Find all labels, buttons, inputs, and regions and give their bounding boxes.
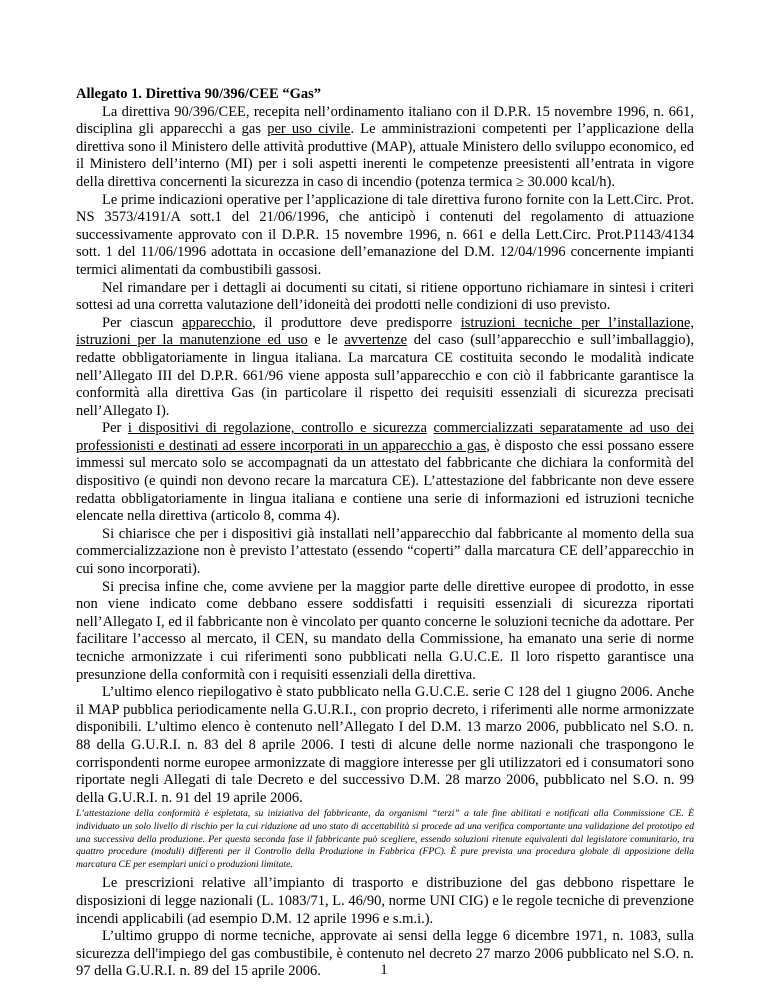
paragraph-9: Le prescrizioni relative all’impianto di trasporto e distribuzione del gas debbono rispettare le disposizioni di legge nazionali (L. 1083/71, L. 46/90, norme UNI CIG) e le regole tecniche di prevenzione incendi applicabili (ad esempio D.M. 12 aprile 1996 e s.m.i.). [76, 875, 694, 927]
paragraph-2: Le prime indicazioni operative per l’applicazione di tale direttiva furono fornite con la Lett.Circ. Prot. NS 3573/4191/A sott.1 del 21/06/1996, che anticipò i contenuti del regolamento di attuazione successivamente approvato con il D.P.R. 15 novembre 1996, n. 661 e della Lett.Circ. Prot.P1143/4134 sott. 1 del 11/06/1996 adottata in occasione dell’emanazione del D.M. 12/04/1996 concernente impianti termici alimentati da combustibili gassosi. [76, 191, 694, 278]
footnote-italic: L’attestazione della conformità è espletata, su iniziativa del fabbricante, da organismi “terzi” a tale fine abilitati e notificati alla Commissione CE. È individuato un solo livello di rischio per la cui riduzione ad uno stato di accettabilità si procede ad una verifica comportante una validazione del prototipo ed una successiva della produzione. Per questa seconda fase il fabbricante può scegliere, essendo soluzioni ritenute equivalenti dal legislatore comunitario, tra quattro procedure (moduli) differenti per il Controllo della Produzione in Fabbrica (FPC). È pure prevista una procedura globale di apposizione della marcatura CE per esemplari unici o produzioni limitate. [76, 808, 694, 870]
paragraph-10: L’ultimo gruppo di norme tecniche, approvate ai sensi della legge 6 dicembre 1971, n. 1083, sulla sicurezza dell'impiego del gas combustibile, è contenuto nel decreto 27 marzo 2006 pubblicato nel S.O. n. 97 della G.U.R.I. n. 89 del 15 aprile 2006. [76, 928, 694, 980]
paragraph-8: L’ultimo elenco riepilogativo è stato pubblicato nella G.U.C.E. serie C 128 del 1 giugno 2006. Anche il MAP pubblica periodicamente nella G.U.R.I., con proprio decreto, i riferimenti alle norme armonizzate disponibili. L’ultimo elenco è contenuto nell’Allegato I del D.M. 13 marzo 2006, pubblicato nel S.O. n. 88 della G.U.R.I. n. 83 del 8 aprile 2006. I testi di alcune delle norme nazionali che traspongono le corrispondenti norme europee armonizzate di maggiore interesse per gli utilizzatori ed i consumatori sono riportate negli Allegati di tale Decreto e del successivo D.M. 28 marzo 2006, pubblicato nel S.O. n. 99 della G.U.R.I. n. 91 del 19 aprile 2006. [76, 684, 694, 806]
text-run: e le [307, 332, 345, 349]
text-run: del caso (sull’apparecchio e sull’imballaggio), redatte obbligatoriamente in lingua italiana. La marcatura CE costituita secondo le modalità indicate nell’Allegato III del D.P.R. 661/96 viene apposta sull’apparecchio e con ciò il fabbricante garantisce la conformità alla direttiva Gas (in particolare il rispetto dei requisiti essenziali di sicurezza precisati nell’Allegato I). [76, 332, 694, 419]
document-page [76, 86, 694, 981]
underlined-text: istruzioni tecniche per l’installazione, istruzioni per la manutenzione ed uso [76, 314, 695, 349]
text-run: Per ciascun [102, 314, 183, 331]
underlined-text: commercializzati separatamente ad uso dei professionisti e destinati ad essere incorporati in un apparecchio a gas [76, 420, 694, 454]
section-title: Allegato 1. Direttiva 90/396/CEE “Gas” [76, 86, 322, 102]
text-run: Per [102, 420, 128, 437]
paragraph-5 [76, 420, 694, 526]
text-run: , è disposto che essi possano essere immessi sul mercato solo se accompagnati da un attestato del fabbricante che dichiara la conformità del dispositivo (e quindi non devono recare la marcatura CE). L’attestazione del fabbricante non deve essere redatta obbligatoriamente in lingua italiana e contiene una serie di informazioni ed istruzioni tecniche elencate nella direttiva (articolo 8, comma 4). [76, 437, 694, 525]
underlined-text: apparecchio [182, 314, 253, 331]
underlined-text: i dispositivi di regolazione, controllo e sicurezza [127, 420, 427, 437]
underlined-text: avvertenze [344, 332, 408, 349]
paragraph-7: Si precisa infine che, come avviene per la maggior parte delle direttive europee di prodotto, in esse non viene indicato come debbano essere soddisfatti i requisiti essenziali di sicurezza riportati nell’Allegato I, ed il fabbricante non è vincolato per quanto concerne le soluzioni tecniche da adottare. Per facilitare l’accesso al mercato, il CEN, su mandato della Commissione, ha emanato una serie di norme tecniche armonizzate i cui riferimenti sono pubblicati nella G.U.C.E. Il loro rispetto garantisce una presunzione della conformità con i requisiti essenziali della direttiva. [76, 578, 694, 683]
text-run: . Le amministrazioni competenti per l’applicazione della direttiva sono il Ministero delle attività produttive (MAP), attuale Ministero dello sviluppo economico, ed il Ministero dell’interno (MI) per i soli aspetti inerenti le competenze preesistenti all’entrata in vigore della direttiva concernenti la sicurezza in caso di incendio (potenza termica ≥ 30.000 kcal/h). [76, 121, 694, 190]
paragraph-3: Nel rimandare per i dettagli ai documenti su citati, si ritiene opportuno richiamare in sintesi i criteri sottesi ad una corretta valutazione dell’idoneità dei prodotti nelle condizioni di uso previsto. [76, 279, 694, 314]
text-run: La direttiva 90/396/CEE, recepita nell’ordinamento italiano con il D.P.R. 15 novembre 1996, n. 661, disciplina gli apparecchi a gas [76, 103, 694, 138]
paragraph-1 [76, 104, 694, 192]
page-number: 1 [380, 962, 388, 978]
paragraph-4 [76, 315, 694, 421]
text-run: , il produttore deve predisporre [252, 314, 461, 331]
underlined-text: per uso civile [267, 121, 351, 138]
paragraph-6: Si chiarisce che per i dispositivi già installati nell’apparecchio dal fabbricante al momento della sua commercializzazione non è previsto l’attestato (essendo “coperti” dalla marcatura CE dell’apparecchio in cui sono incorporati). [76, 525, 694, 578]
